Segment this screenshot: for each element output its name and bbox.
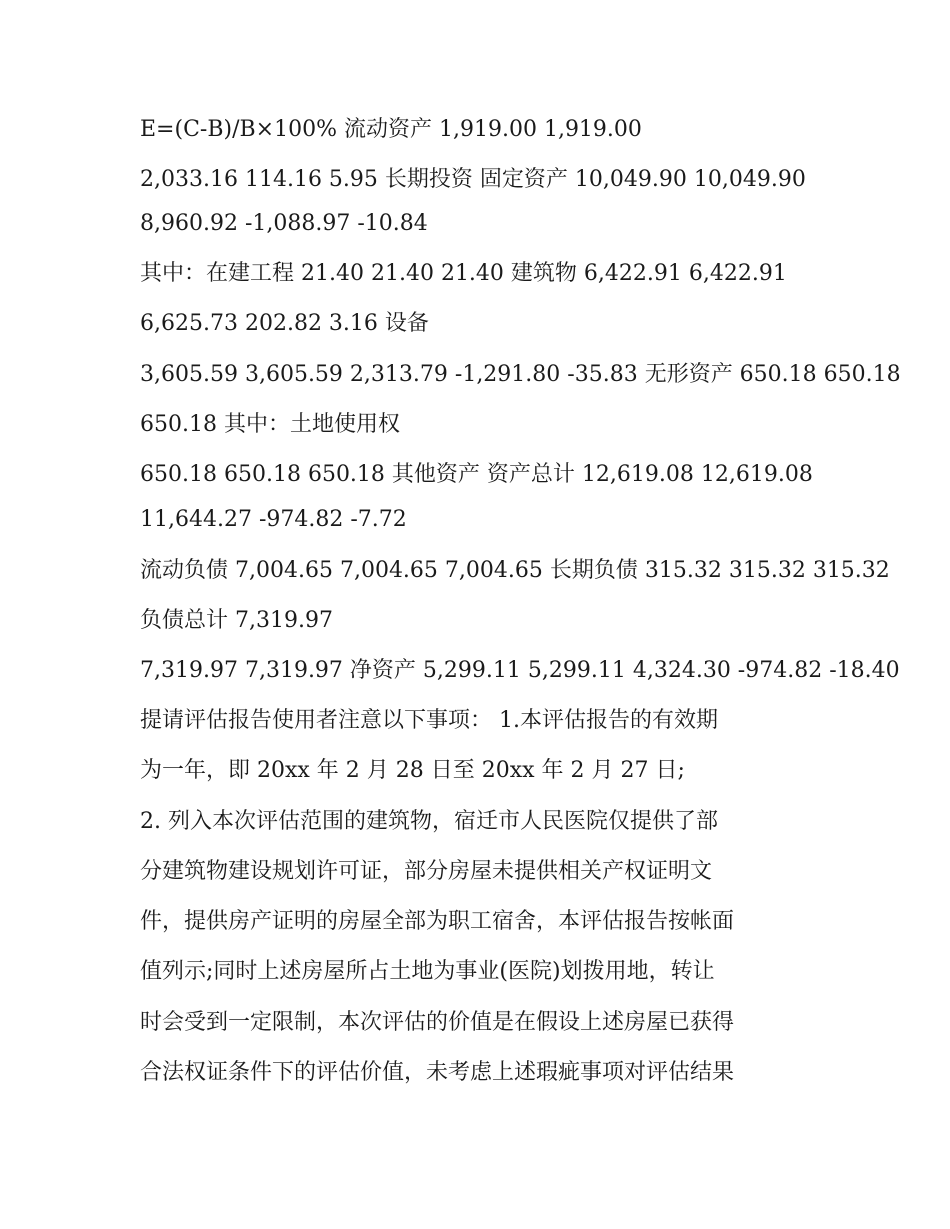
text-line: 件，提供房产证明的房屋全部为职工宿舍，本评估报告按帐面 — [140, 909, 735, 934]
text-line: 2. 列入本次评估范围的建筑物，宿迁市人民医院仅提供了部 — [140, 809, 718, 834]
text-line: E=(C-B)/B×100% 流动资产 1,919.00 1,919.00 — [140, 117, 642, 142]
text-line: 值列示;同时上述房屋所占土地为事业(医院)划拨用地，转让 — [140, 959, 715, 984]
text-line: 6,625.73 202.82 3.16 设备 — [140, 311, 429, 336]
text-line: 其中：在建工程 21.40 21.40 21.40 建筑物 6,422.91 6,422.91 — [140, 261, 787, 286]
text-line: 合法权证条件下的评估价值，未考虑上述瑕疵事项对评估结果 — [140, 1060, 735, 1085]
text-line: 650.18 650.18 650.18 其他资产 资产总计 12,619.08 12,619.08 — [140, 462, 813, 487]
text-line: 分建筑物建设规划许可证，部分房屋未提供相关产权证明文 — [140, 859, 713, 884]
text-line: 提请评估报告使用者注意以下事项： 1.本评估报告的有效期 — [140, 708, 718, 733]
text-line: 8,960.92 -1,088.97 -10.84 — [140, 211, 428, 236]
text-line: 负债总计 7,319.97 — [140, 608, 333, 633]
text-line: 650.18 其中：土地使用权 — [140, 412, 400, 437]
text-line: 为一年，即 20xx 年 2 月 28 日至 20xx 年 2 月 27 日; — [140, 758, 685, 783]
text-line: 3,605.59 3,605.59 2,313.79 -1,291.80 -35.83 无形资产 650.18 650.18 — [140, 362, 901, 387]
text-line: 2,033.16 114.16 5.95 长期投资 固定资产 10,049.90 10,049.90 — [140, 167, 806, 192]
text-line: 时会受到一定限制，本次评估的价值是在假设上述房屋已获得 — [140, 1010, 735, 1035]
text-line: 7,319.97 7,319.97 净资产 5,299.11 5,299.11 4,324.30 -974.82 -18.40 — [140, 658, 900, 683]
text-line: 11,644.27 -974.82 -7.72 — [140, 507, 407, 532]
text-line: 流动负债 7,004.65 7,004.65 7,004.65 长期负债 315.32 315.32 315.32 — [140, 558, 890, 583]
